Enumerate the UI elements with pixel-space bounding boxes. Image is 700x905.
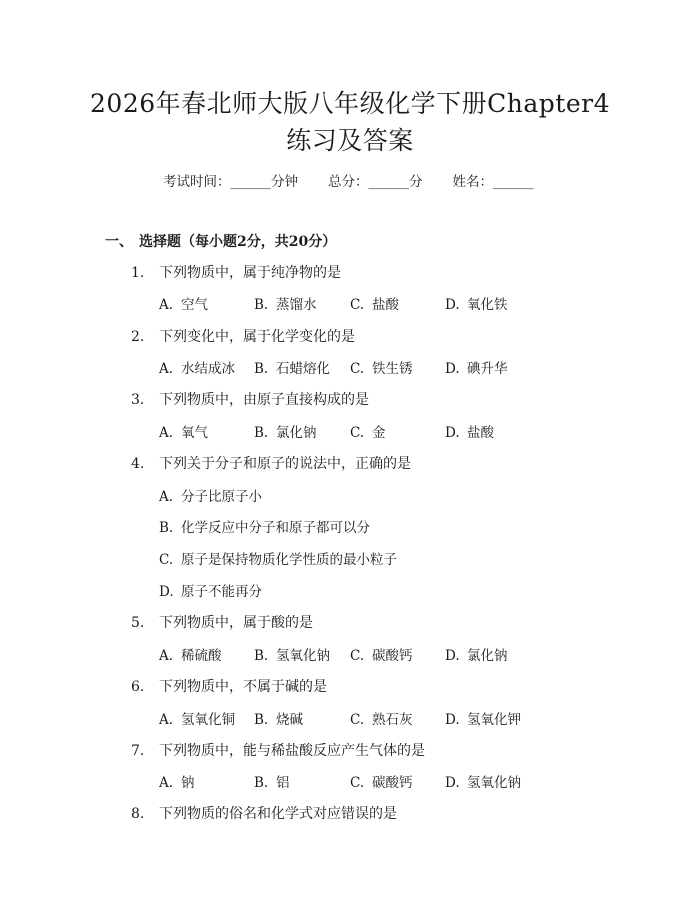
- question-1: [131, 262, 341, 282]
- option-d: D. 氢氧化钾: [445, 712, 521, 728]
- question-number: 3.: [131, 392, 145, 408]
- question-5: [131, 612, 313, 632]
- total-score-field: 总分：______分: [328, 174, 423, 190]
- option-a: A. 分子比原子小: [159, 489, 262, 505]
- option-d: D. 氢氧化钠: [445, 775, 521, 791]
- option-b: B. 蒸馏水: [254, 297, 317, 313]
- option-b: B. 化学反应中分子和原子都可以分: [159, 520, 370, 536]
- option-d: D. 盐酸: [445, 425, 494, 441]
- question-text: 下列物质中，由原子直接构成的是: [159, 392, 369, 408]
- question-2: [131, 326, 355, 346]
- exam-time-field: 考试时间：______分钟: [163, 174, 298, 190]
- option-b: B. 烧碱: [254, 712, 303, 728]
- question-text: 下列物质中，能与稀盐酸反应产生气体的是: [159, 743, 425, 759]
- option-a: A. 空气: [159, 297, 208, 313]
- question-number: 8.: [131, 806, 145, 822]
- option-d: D. 原子不能再分: [159, 584, 262, 600]
- question-text: 下列物质的俗名和化学式对应错误的是: [159, 806, 397, 822]
- question-number: 2.: [131, 329, 145, 345]
- option-d: D. 氧化铁: [445, 297, 508, 313]
- option-c: C. 碳酸钙: [350, 648, 413, 664]
- question-number: 7.: [131, 743, 145, 759]
- question-7: [131, 740, 425, 760]
- option-c: C. 盐酸: [350, 297, 399, 313]
- option-a: A. 钠: [159, 775, 195, 791]
- option-c: C. 熟石灰: [350, 712, 413, 728]
- question-text: 下列变化中，属于化学变化的是: [159, 329, 355, 345]
- question-8: [131, 803, 397, 823]
- section-number: 一、: [105, 234, 133, 250]
- option-a: A. 水结成冰: [159, 361, 235, 377]
- page-title: 2026年春北师大版八年级化学下册Chapter4: [90, 89, 610, 118]
- question-text: 下列物质中，不属于碱的是: [159, 679, 327, 695]
- question-number: 1.: [131, 265, 145, 281]
- question-4: [131, 453, 411, 473]
- exam-info: [163, 170, 534, 190]
- student-name-field: 姓名：______: [452, 174, 534, 190]
- question-number: 5.: [131, 615, 145, 631]
- option-c: C. 金: [350, 425, 386, 441]
- question-6: [131, 676, 327, 696]
- question-text: 下列物质中，属于纯净物的是: [159, 265, 341, 281]
- section-heading: [105, 231, 336, 251]
- question-text: 下列物质中，属于酸的是: [159, 615, 313, 631]
- option-b: B. 氢氧化钠: [254, 648, 330, 664]
- option-d: D. 碘升华: [445, 361, 508, 377]
- question-text: 下列关于分子和原子的说法中，正确的是: [159, 456, 411, 472]
- section-title: 选择题（每小题2分，共20分）: [139, 234, 337, 250]
- option-c: C. 原子是保持物质化学性质的最小粒子: [159, 552, 397, 568]
- option-c: C. 碳酸钙: [350, 775, 413, 791]
- question-number: 6.: [131, 679, 145, 695]
- option-a: A. 氢氧化铜: [159, 712, 235, 728]
- option-a: A. 稀硫酸: [159, 648, 222, 664]
- option-a: A. 氧气: [159, 425, 208, 441]
- page-subtitle: 练习及答案: [286, 126, 414, 155]
- question-3: [131, 389, 369, 409]
- option-b: B. 铝: [254, 775, 290, 791]
- option-b: B. 石蜡熔化: [254, 361, 330, 377]
- option-b: B. 氯化钠: [254, 425, 317, 441]
- option-c: C. 铁生锈: [350, 361, 413, 377]
- question-number: 4.: [131, 456, 145, 472]
- option-d: D. 氯化钠: [445, 648, 508, 664]
